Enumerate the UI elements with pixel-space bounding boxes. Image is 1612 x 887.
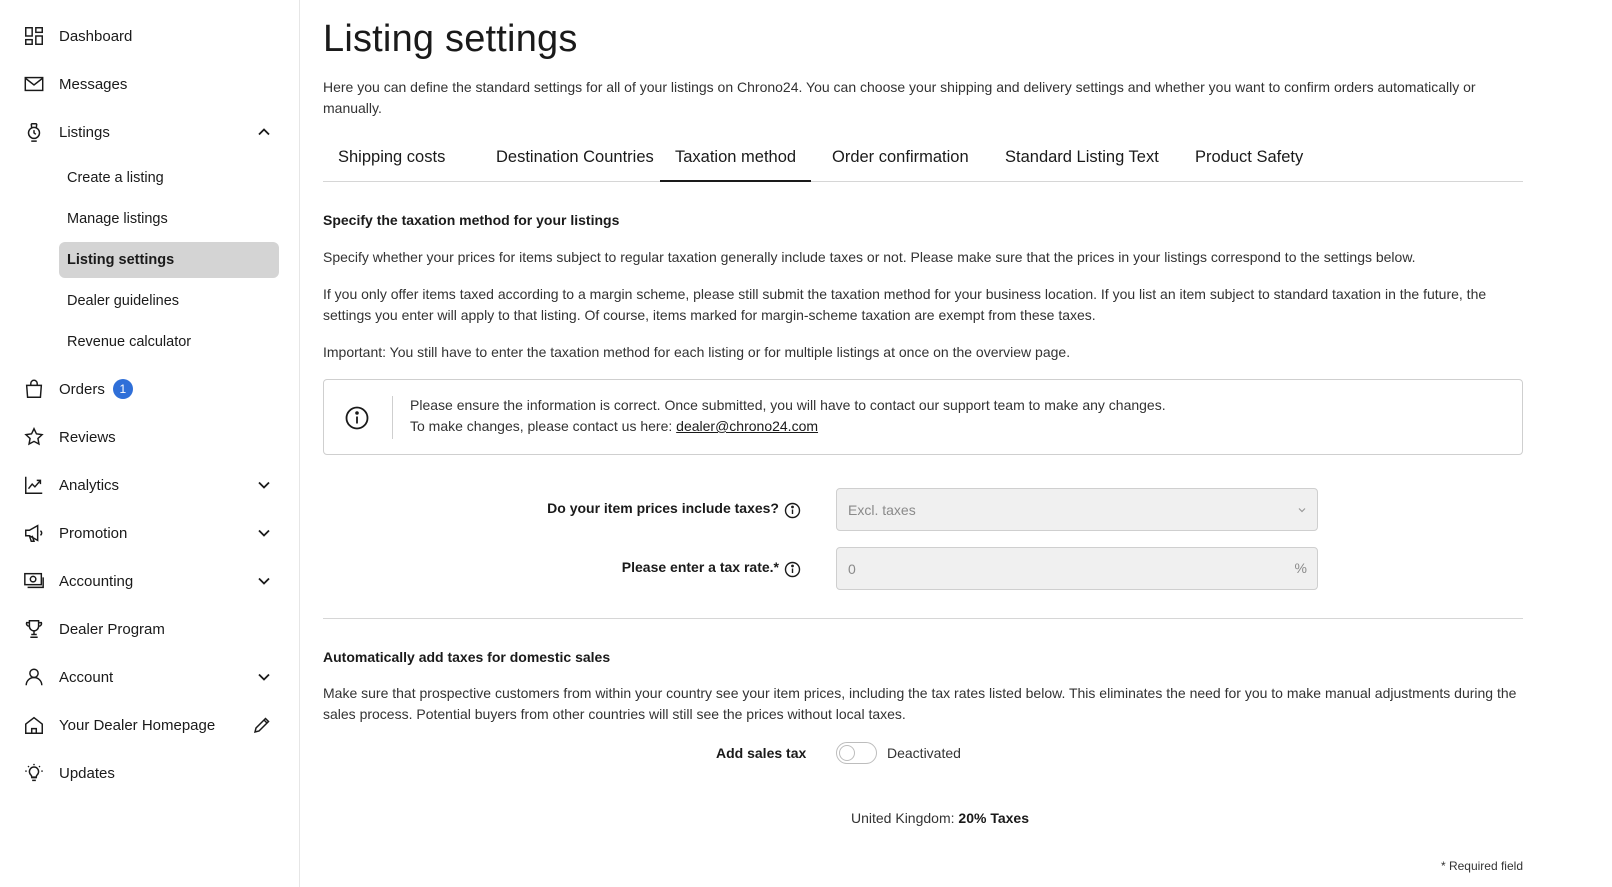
money-icon [22, 569, 46, 593]
sidebar-item-dashboard[interactable] [22, 21, 280, 51]
sidebar-item-label: Listings [59, 123, 110, 141]
tab-product-safety[interactable]: Product Safety [1195, 148, 1304, 166]
info-divider [392, 396, 393, 439]
country-name: United Kingdom: [851, 810, 959, 826]
sidebar-item-messages[interactable] [22, 69, 280, 99]
user-icon [22, 665, 46, 689]
sidebar-item-label: Dealer Program [59, 620, 165, 638]
info-circle-icon[interactable] [784, 502, 801, 519]
include-taxes-value: Excl. taxes [848, 501, 916, 518]
tab-shipping-costs[interactable]: Shipping costs [338, 148, 446, 166]
sidebar-item-promotion[interactable] [22, 518, 280, 548]
sidebar-item-accounting[interactable] [22, 566, 280, 596]
sidebar-item-dealer-program[interactable] [22, 614, 280, 644]
support-email-link[interactable]: dealer@chrono24.com [676, 418, 819, 434]
sidebar-item-label: Your Dealer Homepage [59, 716, 216, 734]
sidebar-item-label: Reviews [59, 428, 116, 446]
taxation-paragraph-2: If you only offer items taxed according to a margin scheme, please still submit the taxation method for your business location. If you list an item subject to standard taxation in the future, the settings you enter will apply to that listing. Of course, items marked for margin-scheme taxation are exempt from these taxes. [323, 286, 1487, 323]
megaphone-icon [22, 521, 46, 545]
taxation-paragraph-3: Important: You still have to enter the taxation method for each listing or for multiple listings at once on the overview page. [323, 344, 1071, 360]
tax-rate-input[interactable] [836, 547, 1318, 590]
sidebar-item-listings[interactable] [22, 117, 280, 147]
sidebar-subitem-label: Revenue calculator [67, 334, 192, 350]
sidebar-item-reviews[interactable] [22, 422, 280, 452]
sidebar-subitem-label: Create a listing [67, 170, 164, 186]
sidebar-subitem-listing-settings[interactable] [59, 242, 279, 278]
chevron-down-icon[interactable] [256, 525, 272, 541]
domestic-taxes-heading: Automatically add taxes for domestic sales [323, 649, 611, 665]
sidebar-item-label: Messages [59, 75, 128, 93]
country-rate: 20% Taxes [958, 810, 1029, 826]
sidebar-item-label: Orders [59, 380, 105, 398]
info-line-2-text: To make changes, please contact us here: [410, 418, 677, 434]
chevron-down-icon[interactable] [256, 669, 272, 685]
sidebar-subitem-create-listing[interactable] [59, 160, 279, 196]
tab-order-confirmation[interactable]: Order confirmation [832, 148, 969, 166]
tab-destination-countries[interactable]: Destination Countries [496, 148, 654, 166]
info-notice [323, 379, 1523, 455]
sales-tax-toggle[interactable] [836, 742, 877, 764]
pencil-icon[interactable] [252, 715, 272, 735]
include-taxes-label: Do your item prices include taxes? [547, 500, 779, 516]
percent-suffix: % [1294, 560, 1307, 576]
sidebar-item-label: Dashboard [59, 27, 133, 45]
bulb-icon [22, 761, 46, 785]
sidebar-item-label: Updates [59, 764, 115, 782]
sidebar-item-analytics[interactable] [22, 470, 280, 500]
watch-icon [22, 120, 46, 144]
domestic-taxes-paragraph: Make sure that prospective customers from within your country see your item prices, including the tax rates listed below. This eliminates the need for you to make manual adjustments during the sales process. Potential buyers from other countries will still see the prices without local taxes. [323, 685, 1517, 722]
tax-rate-value: 0 [848, 560, 856, 577]
section-divider [323, 618, 1523, 619]
page-intro: Here you can define the standard settings for all of your listings on Chrono24. You can choose your shipping and delivery settings and whether you want to confirm orders automatically or manually. [323, 79, 1476, 116]
sales-tax-toggle-label: Add sales tax [716, 745, 807, 761]
chevron-down-icon[interactable] [256, 477, 272, 493]
sidebar-subitem-label: Dealer guidelines [67, 293, 180, 309]
sidebar [0, 0, 300, 887]
chevron-down-icon [1297, 505, 1307, 515]
orders-count-badge: 1 [113, 379, 133, 399]
info-circle-icon [344, 405, 370, 431]
sales-tax-toggle-state: Deactivated [887, 745, 961, 761]
sidebar-item-dealer-homepage[interactable] [22, 710, 280, 740]
tab-standard-listing-text[interactable]: Standard Listing Text [1005, 148, 1159, 166]
sidebar-item-label: Accounting [59, 572, 134, 590]
sidebar-item-label: Account [59, 668, 114, 686]
star-icon [22, 425, 46, 449]
settings-tabs [323, 138, 1523, 182]
info-line-1: Please ensure the information is correct. Once submitted, you will have to contact our support team to make any changes. [410, 397, 1166, 413]
trophy-icon [22, 617, 46, 641]
sidebar-subitem-label: Manage listings [67, 211, 168, 227]
tab-taxation-method[interactable]: Taxation method [660, 138, 811, 182]
chevron-down-icon[interactable] [256, 573, 272, 589]
sidebar-item-account[interactable] [22, 662, 280, 692]
grid-icon [22, 24, 46, 48]
sidebar-item-label: Promotion [59, 524, 128, 542]
page-title: Listing settings [323, 18, 578, 60]
chart-line-icon [22, 473, 46, 497]
toggle-knob [839, 745, 855, 761]
sidebar-item-updates[interactable] [22, 758, 280, 788]
include-taxes-select[interactable] [836, 488, 1318, 531]
taxation-heading: Specify the taxation method for your listings [323, 212, 620, 228]
sidebar-subitem-label: Listing settings [67, 252, 175, 268]
sidebar-subitem-manage-listings[interactable] [59, 201, 279, 237]
taxation-paragraph-1: Specify whether your prices for items subject to regular taxation generally include taxes or not. Please make sure that the prices in your listings correspond to the settings below. [323, 249, 1416, 265]
sidebar-subitem-revenue-calculator[interactable] [59, 324, 279, 360]
info-line-2 [410, 418, 818, 434]
chevron-up-icon[interactable] [256, 124, 272, 140]
shopping-bag-icon [22, 377, 46, 401]
info-circle-icon[interactable] [784, 561, 801, 578]
tax-rate-label: Please enter a tax rate.* [621, 559, 779, 575]
country-tax-rate [851, 810, 1029, 826]
sidebar-item-label: Analytics [59, 476, 120, 494]
envelope-icon [22, 72, 46, 96]
sidebar-item-orders[interactable] [22, 374, 280, 404]
home-icon [22, 713, 46, 737]
sidebar-subitem-dealer-guidelines[interactable] [59, 283, 279, 319]
required-field-note: * Required field [1440, 859, 1523, 873]
